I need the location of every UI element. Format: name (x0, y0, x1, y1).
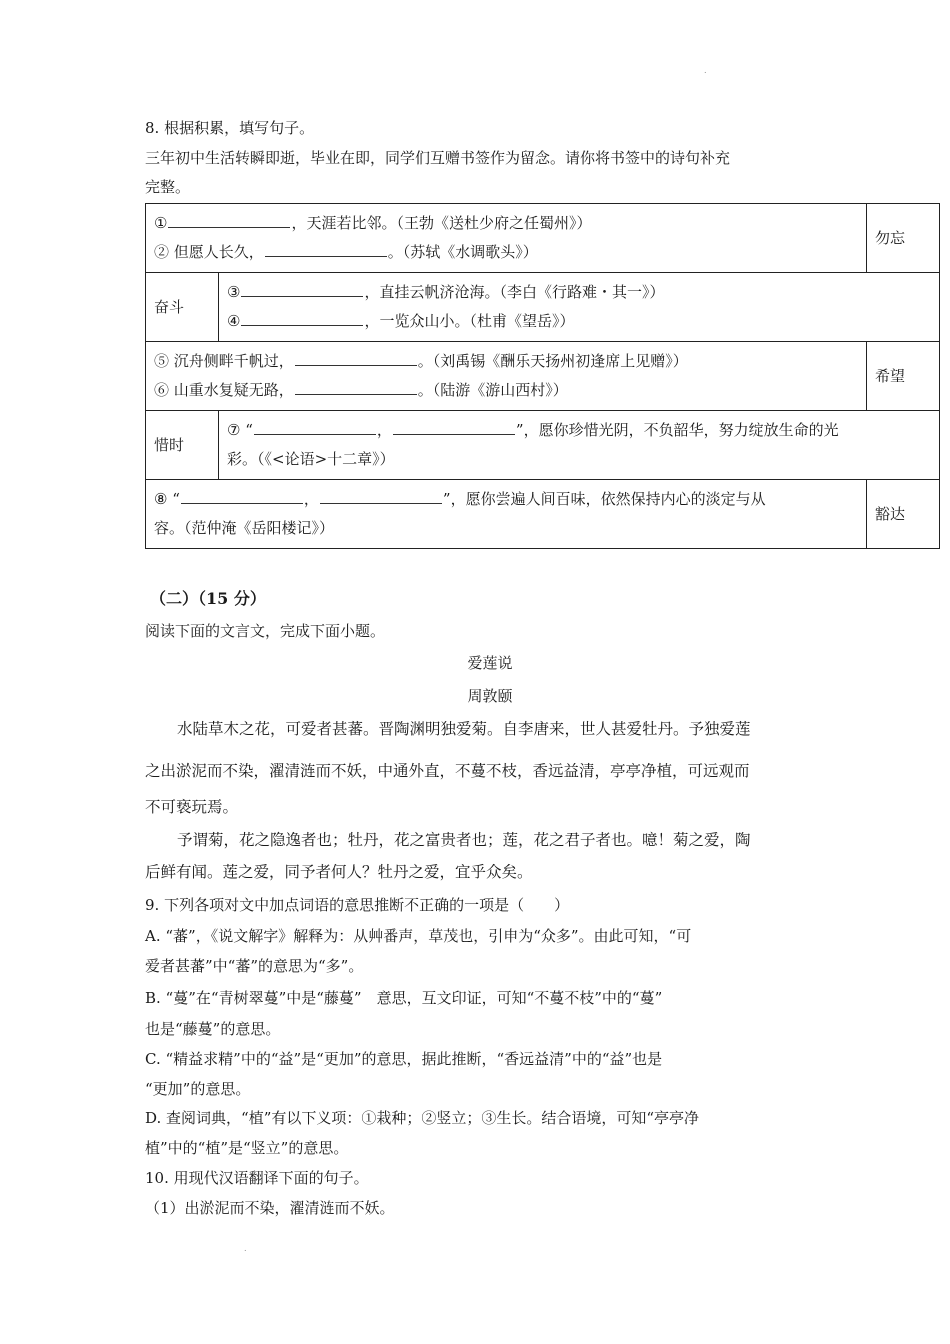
tag-time: 惜时 (146, 411, 219, 480)
bookmark-row-openness: ⑧ “ ， ”，愿你尝遍人间百味，依然保持内心的淡定与从 容。（范仲淹《岳阳楼记》） 豁达 (146, 480, 940, 549)
passage-para1-line1: 水陆草木之花，可爱者甚蕃。晋陶渊明独爱菊。自李唐来，世人甚爱牡丹。予独爱莲 (177, 720, 751, 738)
passage-para2-line2: 后鲜有闻。莲之爱，同予者何人？牡丹之爱，宜乎众矣。 (145, 863, 533, 881)
q9-option-a-line2: 爱者甚蕃”中“蕃”的意思为“多”。 (145, 957, 364, 975)
blank-5[interactable] (295, 351, 417, 366)
blank-4[interactable] (241, 311, 363, 326)
q9-option-c-line1: C. “精益求精”中的“益”是“更加”的意思，据此推断，“香远益清”中的“益”也是 (145, 1050, 663, 1068)
q9-option-d-line2: 植”中的“植”是“竖立”的意思。 (145, 1139, 349, 1157)
blank-7a[interactable] (254, 420, 376, 435)
blank-1[interactable] (168, 213, 290, 228)
passage-author: 周敦颐 (467, 687, 513, 705)
passage-para2-line1: 予谓菊，花之隐逸者也；牡丹，花之富贵者也；莲，花之君子者也。噫！菊之爱，陶 (177, 831, 751, 849)
q10-sub1: （1）出淤泥而不染，濯清涟而不妖。 (145, 1199, 395, 1217)
q10-stem: 10. 用现代汉语翻译下面的句子。 (145, 1169, 369, 1187)
blank-7b[interactable] (393, 420, 515, 435)
passage-para1-line2: 之出淤泥而不染，濯清涟而不妖，中通外直，不蔓不枝，香远益清，亭亭净植，可远观而 (145, 762, 750, 780)
passage-para1-line3: 不可亵玩焉。 (145, 798, 239, 816)
blank-2[interactable] (265, 242, 387, 257)
bookmark-row-forget: ① ，天涯若比邻。（王勃《送杜少府之任蜀州》） ② 但愿人长久， 。（苏轼《水调歌头》） 勿忘 (146, 204, 940, 273)
q9-option-d-line1: D. 查阅词典，“植”有以下义项：①栽种；②竖立；③生长。结合语境，可知“亭亭净 (145, 1109, 700, 1127)
tag-openness: 豁达 (867, 480, 940, 549)
section2-heading: （二）（15 分） (150, 589, 266, 608)
q9-option-b-line2: 也是“藤蔓”的意思。 (145, 1020, 281, 1038)
page-mark-dot: . (704, 66, 707, 75)
page-mark-dot-bottom: . (244, 1244, 247, 1253)
tag-forget: 勿忘 (867, 204, 940, 273)
tag-strive: 奋斗 (146, 273, 219, 342)
blank-6[interactable] (295, 380, 417, 395)
blank-3[interactable] (241, 282, 363, 297)
q8-intro-line1: 三年初中生活转瞬即逝，毕业在即，同学们互赠书签作为留念。请你将书签中的诗句补充 (145, 149, 731, 167)
q8-title: 8. 根据积累，填写句子。 (145, 119, 315, 137)
q9-option-b-line1: B. “蔓”在“青树翠蔓”中是“藤蔓” 意思，互文印证，可知“不蔓不枝”中的“蔓” (145, 989, 663, 1007)
section2-instruction: 阅读下面的文言文，完成下面小题。 (145, 622, 386, 640)
q9-option-a-line1: A. “蕃”，《说文解字》解释为：从艸番声，草茂也，引申为“众多”。由此可知，“可 (145, 927, 692, 945)
bookmark-table (145, 203, 940, 549)
passage-title: 爱莲说 (467, 654, 513, 672)
bookmark-row-strive: 奋斗 ③ ，直挂云帆济沧海。（李白《行路难・其一》） ④ ，一览众山小。（杜甫《望岳》） (146, 273, 940, 342)
bookmark-row-hope: ⑤ 沉舟侧畔千帆过， 。（刘禹锡《酬乐天扬州初逢席上见赠》） ⑥ 山重水复疑无路， 。（陆游《游山西村》） 希望 (146, 342, 940, 411)
blank-8b[interactable] (320, 489, 442, 504)
blank-8a[interactable] (181, 489, 303, 504)
q9-stem: 9. 下列各项对文中加点词语的意思推断不正确的一项是（ ） (145, 896, 570, 914)
tag-hope: 希望 (867, 342, 940, 411)
q9-option-c-line2: “更加”的意思。 (145, 1080, 251, 1098)
bookmark-row-time: 惜时 ⑦ “ ， ”，愿你珍惜光阴，不负韶华，努力绽放生命的光 彩。（《<论语>十二章》） (146, 411, 940, 480)
q8-intro-line2: 完整。 (145, 178, 191, 196)
